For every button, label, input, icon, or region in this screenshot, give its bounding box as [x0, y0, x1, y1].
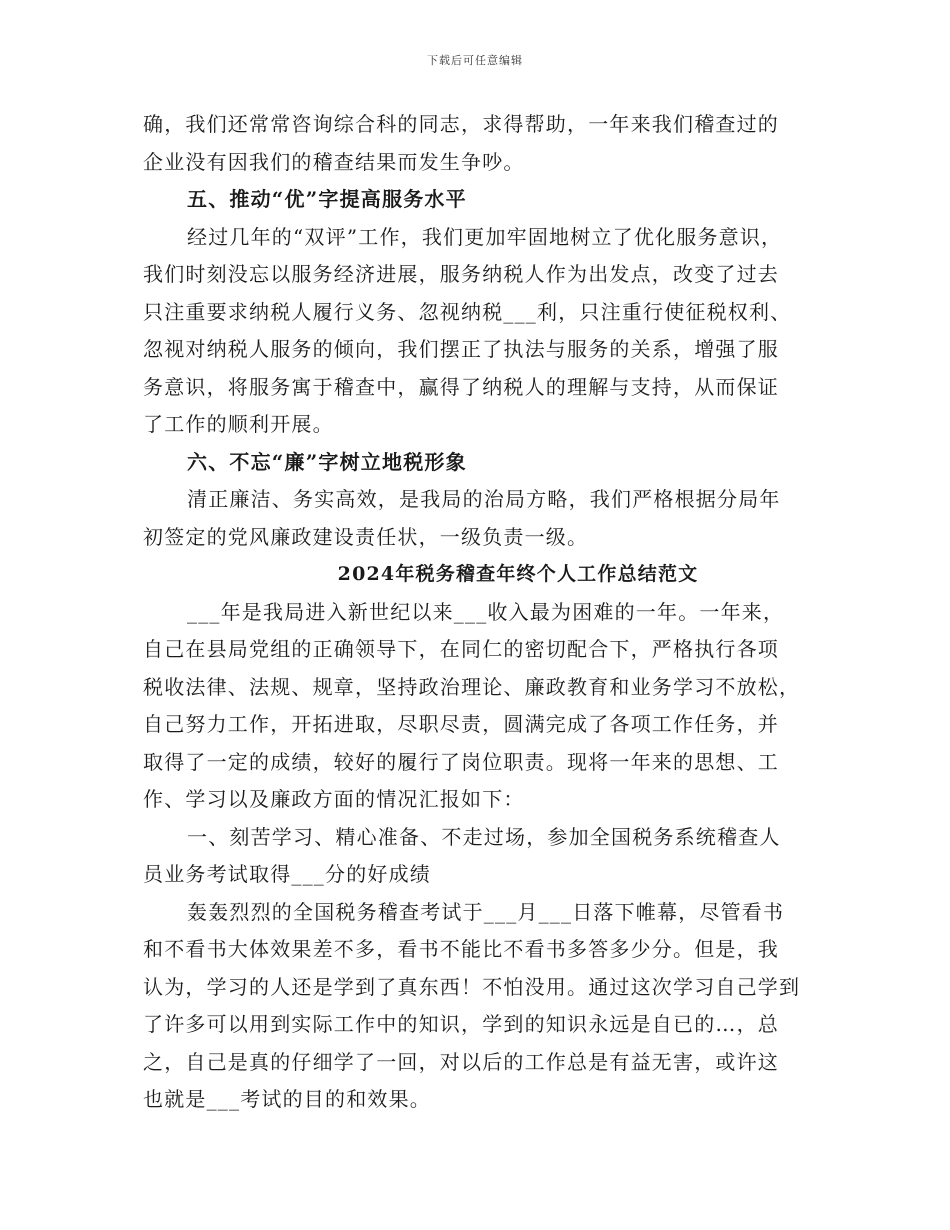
section-heading: 六、不忘“廉”字树立地税形象 [187, 449, 467, 474]
text-line: 我们时刻没忘以服务经济进展，服务纳税人作为出发点，改变了过去 [143, 262, 779, 286]
text-line: 确，我们还常常咨询综合科的同志，求得帮助，一年来我们稽查过的 [143, 112, 779, 136]
text-line: 和不看书大体效果差不多，看书不能比不看书多答多少分。但是，我 [143, 937, 779, 961]
text-line: 轰轰烈烈的全国税务稽查考试于___月___日落下帷幕，尽管看书 [187, 899, 785, 924]
section-heading: 五、推动“优”字提高服务水平 [187, 187, 467, 211]
page-header: 下载后可任意编辑 [427, 54, 523, 67]
text-line: 认为，学习的人还是学到了真东西！不怕没用。通过这次学习自己学到 [143, 974, 801, 999]
text-line: 初签定的党风廉政建设责任状，一级负责一级。 [143, 524, 589, 549]
text-line: 之，自己是真的仔细学了一回，对以后的工作总是有益无害，或许这 [143, 1049, 779, 1074]
text-line: 忽视对纳税人服务的倾向，我们摆正了执法与服务的关系，增强了服 [143, 337, 779, 361]
text-line: 经过几年的“双评”工作，我们更加牢固地树立了优化服务意识， [187, 224, 783, 249]
text-line: ___年是我局进入新世纪以来___收入最为困难的一年。一年来， [187, 599, 785, 624]
text-line: 也就是___考试的目的和效果。 [143, 1087, 431, 1111]
document-body [143, 106, 823, 1119]
text-line: 清正廉洁、务实高效，是我局的治局方略，我们严格根据分局年 [187, 487, 781, 511]
text-line: 企业没有因我们的稽查结果而发生争吵。 [143, 149, 525, 174]
text-line: 员业务考试取得___分的好成绩 [143, 862, 431, 886]
text-line: 了工作的顺利开展。 [143, 412, 334, 436]
text-line: 自己在县局党组的正确领导下，在同仁的密切配合下，严格执行各项 [143, 637, 779, 661]
text-line: 务意识，将服务寓于稽查中，赢得了纳税人的理解与支持，从而保证 [143, 374, 779, 399]
text-line: 自己努力工作，开拓进取，尽职尽责，圆满完成了各项工作任务，并 [143, 712, 779, 736]
text-line: 税收法律、法规、规章，坚持政治理论、廉政教育和业务学习不放松， [143, 674, 801, 699]
text-line: 一、刻苦学习、精心准备、不走过场，参加全国税务系统稽查人 [187, 824, 781, 849]
text-line: 了许多可以用到实际工作中的知识，学到的知识永远是自已的…，总 [143, 1012, 779, 1036]
text-line: 只注重要求纳税人履行义务、忽视纳税___利，只注重行使征税权利、 [143, 299, 792, 324]
document-title: 2024年税务稽查年终个人工作总结范文 [337, 563, 699, 585]
text-line: 取得了一定的成绩，较好的履行了岗位职责。现将一年来的思想、工 [143, 749, 779, 774]
text-line: 作、学习以及廉政方面的情况汇报如下： [143, 787, 525, 811]
